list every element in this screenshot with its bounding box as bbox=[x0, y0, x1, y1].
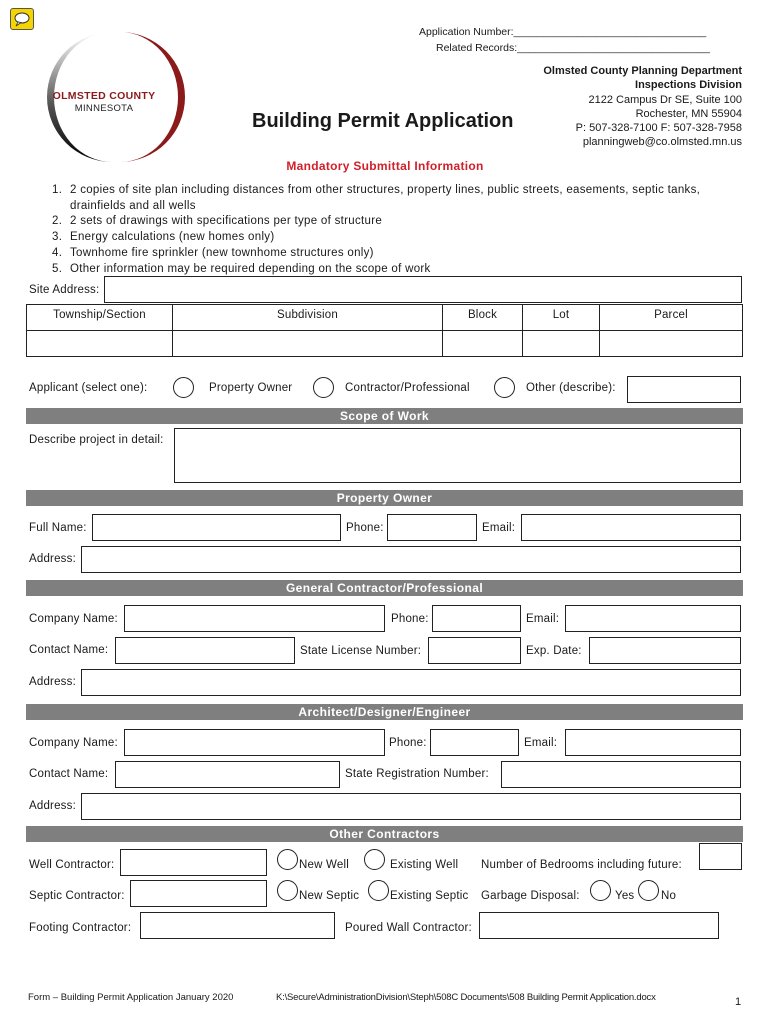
poured-wall-input[interactable] bbox=[479, 912, 719, 939]
applicant-label: Applicant (select one): bbox=[29, 382, 148, 394]
arch-address-input[interactable] bbox=[81, 793, 741, 820]
arch-company-label: Company Name: bbox=[29, 737, 118, 749]
septic-contractor-input[interactable] bbox=[130, 880, 267, 907]
new-well-radio[interactable] bbox=[277, 849, 298, 870]
logo-state-text: MINNESOTA bbox=[74, 103, 134, 114]
applicant-owner-radio[interactable] bbox=[173, 377, 194, 398]
poured-wall-label: Poured Wall Contractor: bbox=[345, 922, 472, 934]
existing-well-label: Existing Well bbox=[390, 859, 459, 871]
well-contractor-input[interactable] bbox=[120, 849, 267, 876]
new-septic-label: New Septic bbox=[299, 890, 360, 902]
parcel-input[interactable] bbox=[600, 331, 743, 357]
col-parcel: Parcel bbox=[600, 305, 743, 331]
gc-email-label: Email: bbox=[526, 613, 560, 625]
existing-septic-label: Existing Septic bbox=[390, 890, 469, 902]
item-text: 2 copies of site plan including distances from other structures, property lines, public streets, easements, septic tanks, bbox=[70, 184, 701, 196]
address-line2: Rochester, MN 55904 bbox=[635, 108, 742, 120]
department-name: Olmsted County Planning Department bbox=[543, 65, 742, 77]
arch-email-label: Email: bbox=[524, 737, 558, 749]
footing-contractor-input[interactable] bbox=[140, 912, 335, 939]
mandatory-title: Mandatory Submittal Information bbox=[286, 159, 484, 173]
item-text: Other information may be required depending on the scope of work bbox=[70, 262, 431, 275]
other-contractors-header: Other Contractors bbox=[26, 826, 743, 842]
form-title: Building Permit Application bbox=[252, 110, 514, 132]
related-records-label: Related Records: bbox=[436, 42, 518, 54]
septic-contractor-label: Septic Contractor: bbox=[29, 890, 125, 902]
arch-company-input[interactable] bbox=[124, 729, 385, 756]
col-lot: Lot bbox=[523, 305, 600, 331]
site-address-label: Site Address: bbox=[29, 284, 100, 296]
col-subdivision: Subdivision bbox=[173, 305, 443, 331]
division-name: Inspections Division bbox=[635, 79, 742, 91]
existing-well-radio[interactable] bbox=[364, 849, 385, 870]
footing-contractor-label: Footing Contractor: bbox=[29, 922, 132, 934]
application-number-label: Application Number: bbox=[419, 26, 514, 38]
item-text: Energy calculations (new homes only) bbox=[70, 231, 275, 244]
gc-address-label: Address: bbox=[29, 676, 76, 688]
item-number: 1. bbox=[52, 184, 63, 196]
site-address-input[interactable] bbox=[104, 276, 742, 303]
list-item bbox=[30, 183, 700, 199]
owner-address-label: Address: bbox=[29, 553, 76, 565]
applicant-other-radio[interactable] bbox=[494, 377, 515, 398]
gc-license-input[interactable] bbox=[428, 637, 521, 664]
department-email: planningweb@co.olmsted.mn.us bbox=[582, 136, 742, 148]
applicant-owner-label: Property Owner bbox=[209, 382, 293, 394]
new-septic-radio[interactable] bbox=[277, 880, 298, 901]
new-well-label: New Well bbox=[299, 859, 349, 871]
lot-input[interactable] bbox=[523, 331, 600, 357]
item-text: drainfields and all wells bbox=[70, 199, 196, 212]
parcel-table bbox=[26, 304, 743, 357]
gc-contact-input[interactable] bbox=[115, 637, 295, 664]
owner-full-name-label: Full Name: bbox=[29, 522, 87, 534]
well-contractor-label: Well Contractor: bbox=[29, 859, 115, 871]
related-records bbox=[436, 42, 710, 54]
address-line1: 2122 Campus Dr SE, Suite 100 bbox=[588, 94, 742, 106]
footer-form-name: Form – Building Permit Application January 2020 bbox=[28, 992, 234, 1003]
footer-file-path: K:\Secure\AdministrationDivision\Steph\508C Documents\508 Building Permit Application.docx bbox=[276, 992, 656, 1003]
arch-address-label: Address: bbox=[29, 800, 76, 812]
list-item bbox=[30, 262, 700, 278]
garbage-disposal-label: Garbage Disposal: bbox=[481, 890, 580, 902]
speech-bubble-icon[interactable] bbox=[10, 8, 34, 30]
county-logo bbox=[40, 30, 195, 165]
general-contractor-header: General Contractor/Professional bbox=[26, 580, 743, 596]
architect-header: Architect/Designer/Engineer bbox=[26, 704, 743, 720]
item-text: 2 sets of drawings with specifications per type of structure bbox=[70, 215, 383, 228]
applicant-contractor-label: Contractor/Professional bbox=[345, 382, 470, 394]
applicant-other-label: Other (describe): bbox=[526, 382, 616, 394]
garbage-yes-label: Yes bbox=[615, 890, 635, 902]
arch-phone-input[interactable] bbox=[430, 729, 519, 756]
township-section-input[interactable] bbox=[27, 331, 173, 357]
owner-phone-input[interactable] bbox=[387, 514, 477, 541]
list-item bbox=[30, 199, 700, 215]
arch-email-input[interactable] bbox=[565, 729, 741, 756]
item-number: 5. bbox=[52, 262, 63, 275]
phone-fax: P: 507-328-7100 F: 507-328-7958 bbox=[575, 122, 742, 134]
garbage-no-label: No bbox=[661, 890, 677, 902]
bedrooms-label: Number of Bedrooms including future: bbox=[481, 859, 682, 871]
list-item bbox=[30, 230, 700, 246]
gc-phone-input[interactable] bbox=[432, 605, 521, 632]
gc-exp-date-label: Exp. Date: bbox=[526, 645, 582, 657]
block-input[interactable] bbox=[443, 331, 523, 357]
list-item bbox=[30, 246, 700, 262]
item-number bbox=[30, 199, 70, 215]
item-number: 2. bbox=[52, 215, 63, 228]
owner-email-label: Email: bbox=[482, 522, 516, 534]
owner-email-input[interactable] bbox=[521, 514, 741, 541]
garbage-yes-radio[interactable] bbox=[590, 880, 611, 901]
gc-address-input[interactable] bbox=[81, 669, 741, 696]
gc-email-input[interactable] bbox=[565, 605, 741, 632]
arch-contact-input[interactable] bbox=[115, 761, 340, 788]
list-item bbox=[30, 214, 700, 230]
owner-address-input[interactable] bbox=[81, 546, 741, 573]
applicant-contractor-radio[interactable] bbox=[313, 377, 334, 398]
application-number-line[interactable]: _________________________________ bbox=[513, 26, 707, 38]
gc-company-label: Company Name: bbox=[29, 613, 118, 625]
col-block: Block bbox=[443, 305, 523, 331]
col-township-section: Township/Section bbox=[27, 305, 173, 331]
related-records-line[interactable]: _________________________________ bbox=[517, 42, 710, 54]
applicant-other-input[interactable] bbox=[627, 376, 741, 403]
gc-phone-label: Phone: bbox=[391, 613, 429, 625]
subdivision-input[interactable] bbox=[173, 331, 443, 357]
application-number bbox=[419, 26, 706, 38]
owner-full-name-input[interactable] bbox=[92, 514, 341, 541]
gc-contact-label: Contact Name: bbox=[29, 644, 109, 656]
arch-contact-label: Contact Name: bbox=[29, 768, 109, 780]
property-owner-header: Property Owner bbox=[26, 490, 743, 506]
page-number: 1 bbox=[735, 996, 742, 1008]
arch-registration-label: State Registration Number: bbox=[345, 768, 489, 780]
arch-phone-label: Phone: bbox=[389, 737, 427, 749]
describe-project-input[interactable] bbox=[174, 428, 741, 483]
describe-project-label: Describe project in detail: bbox=[29, 434, 164, 446]
garbage-no-radio[interactable] bbox=[638, 880, 659, 901]
item-text: Townhome fire sprinkler (new townhome structures only) bbox=[70, 246, 374, 259]
scope-of-work-header: Scope of Work bbox=[26, 408, 743, 424]
gc-license-label: State License Number: bbox=[300, 645, 422, 657]
owner-phone-label: Phone: bbox=[346, 522, 384, 534]
gc-exp-date-input[interactable] bbox=[589, 637, 741, 664]
requirements-list bbox=[30, 183, 700, 277]
logo-county-text: OLMSTED COUNTY bbox=[52, 90, 156, 102]
gc-company-input[interactable] bbox=[124, 605, 385, 632]
arch-registration-input[interactable] bbox=[501, 761, 741, 788]
item-number: 4. bbox=[52, 246, 63, 259]
existing-septic-radio[interactable] bbox=[368, 880, 389, 901]
bedrooms-input[interactable] bbox=[699, 843, 742, 870]
item-number: 3. bbox=[52, 231, 63, 244]
